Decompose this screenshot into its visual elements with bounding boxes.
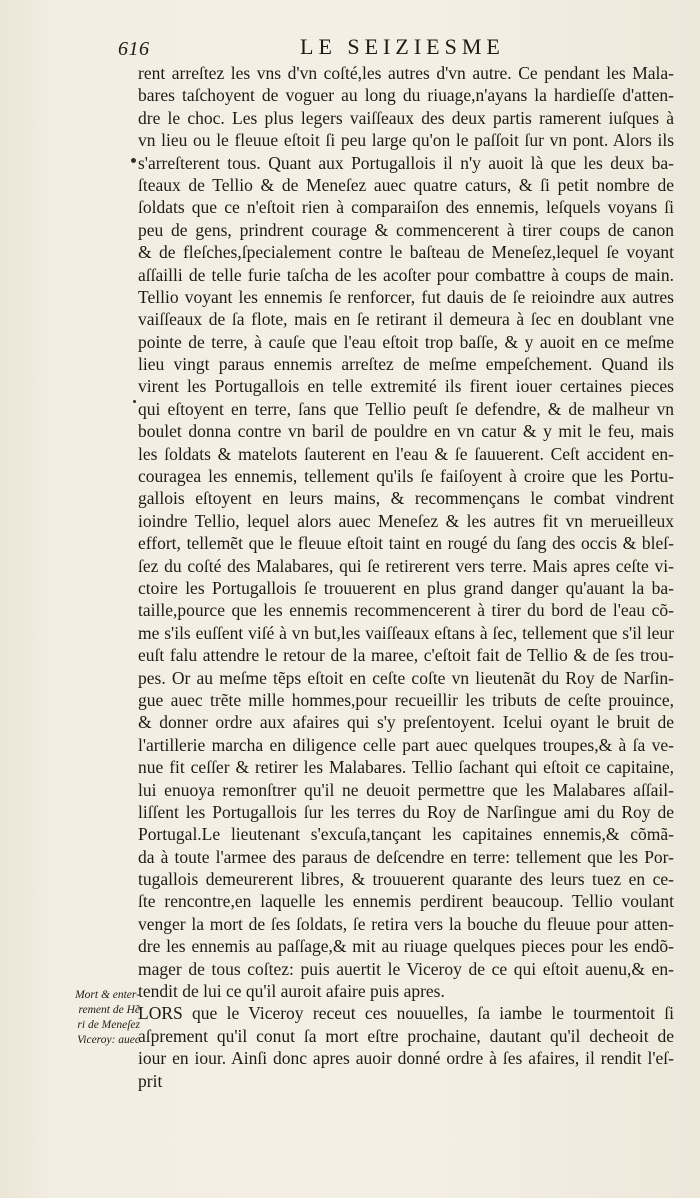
margin-note-line: rement de Hẽ — [78, 1004, 140, 1016]
text-line: ioindre Tellio, lequel alors auec Meneſez & les autres fit vn merueilleux — [138, 510, 674, 531]
text-line: qui eſtoyent en terre, ſans que Tellio peuſt ſe defendre, & de malheur vn — [138, 398, 674, 419]
text-line: & de fleſches,ſpecialement contre le baſteau de Meneſez,lequel ſe voyant — [138, 242, 674, 263]
text-line: iour en iour. Ainſi donc apres auoir donné ordre à ſes afaires, il rendit l'eſ- — [138, 1048, 674, 1069]
text-line: peu de gens, prindrent courage & commencerent à tirer coups de canon — [138, 219, 674, 240]
text-line: nue fit ceſſer & retirer les Malabares. Tellio ſachant qui eſtoit ce capitaine, — [138, 757, 674, 778]
margin-note-line: Mort & enter- — [75, 989, 140, 1001]
text-line: ctoire les Portugallois ſe trouuerent en plus grand danger qu'auant la ba- — [138, 577, 674, 598]
text-line: Tellio voyant les ennemis ſe renforcer, fut dauis de ſe reioindre aux autres — [138, 286, 674, 307]
text-line: l'artillerie marcha en diligence celle part auec quelques troupes,& à ſa ve- — [138, 734, 674, 755]
text-line: dre le choc. Les plus legers vaiſſeaux des deux partis ramerent iuſques à — [138, 107, 674, 128]
text-line: pointe de terre, à cauſe que l'eau eſtoit trop baſſe, & y auoit en ce meſme — [138, 331, 674, 352]
text-line: ſoldats que ce n'eſtoit rien à comparaiſon des ennemis, leſquels voyans ſi — [138, 197, 674, 218]
text-line: aſprement qu'il conut ſa mort eſtre prochaine, dautant qu'il decheoit de — [138, 1025, 674, 1046]
text-line: venger la mort de ſes ſoldats, ſe retira vers la bouche du fleuue pour atten- — [138, 913, 674, 934]
ink-mark — [131, 158, 136, 163]
text-line: ſez du coſté des Malabares, qui ſe retirerent vers terre. Mais apres ceſte vi- — [138, 555, 674, 576]
text-line: prit — [138, 1070, 163, 1091]
text-line: boulet donna contre vn baril de pouldre en vn catur & y mit le feu, mais — [138, 421, 674, 442]
text-line: bares taſchoyent de voguer au long du riuage,n'ayans la hardieſſe d'atten- — [138, 85, 674, 106]
text-line: gue auec trẽte mille hommes,pour recueillir les tributs de ceſte prouince, — [138, 689, 674, 710]
ink-mark — [133, 400, 136, 403]
running-head: LE SEIZIESME — [300, 34, 505, 59]
text-line: virent les Portugallois en telle extremité ils firent iouer certaines pieces — [138, 376, 674, 397]
text-line: da à toute l'armee des paraus de deſcendre en terre: tellement que les Por- — [138, 846, 674, 867]
text-line: dre les ennemis au paſſage,& mit au riuage quelques pieces pour les endõ- — [138, 936, 674, 957]
margin-note-line: Viceroy: auec — [77, 1034, 140, 1046]
text-line: gallois eſtoyent en leurs mains, & recommençans le combat vindrent — [138, 488, 674, 509]
margin-note — [60, 988, 140, 1048]
text-line: les ſoldats & matelots ſauterent en l'eau & ſe ſauuerent. Ceſt accident en- — [138, 443, 674, 464]
text-line: rent arreſtez les vns d'vn coſté,les autres d'vn autre. Ce pendant les Mala- — [138, 63, 674, 83]
text-line: & donner ordre aux afaires qui s'y preſentoyent. Icelui oyant le bruit de — [138, 712, 674, 733]
text-line: tugallois demeurerent libres, & trouuerent quarante des leurs tuez en ce- — [138, 869, 674, 890]
text-line: aſſailli de telle furie taſcha de les acoſter pour combattre à coups de main. — [138, 264, 674, 285]
text-line: taille,pource que les ennemis recommencerent à tirer du bord de l'eau cõ- — [138, 600, 674, 621]
text-line: me s'ils euſſent viſé à vn but,les vaiſſeaux eſtans à ſec, tellement que s'il leur — [138, 622, 674, 643]
text-line: liſſent les Portugallois ſur les terres du Roy de Narſingue ami du Roy de — [138, 801, 674, 822]
text-line: vn lieu ou le fleuue eſtoit ſi peu large qu'on le paſſoit ſur vn pont. Alors ils — [138, 130, 674, 151]
text-line: pes. Or au meſme tẽps eſtoit en ceſte coſte vn lieutenãt du Roy de Narſin- — [138, 667, 674, 688]
text-line: tendit de lui ce qu'il auroit afaire puis apres. — [138, 981, 445, 1002]
text-line: lieu vingt paraus ennemis arreſtez de meſme empeſchement. Quand ils — [138, 354, 674, 375]
text-line: mager de tous coſtez: puis auertit le Viceroy de ce qui eſtoit auenu,& en- — [138, 958, 674, 979]
body-text — [138, 62, 674, 1092]
text-line: euſt falu attendre le retour de la maree, c'eſtoit fait de Tellio & de ſes trou- — [138, 645, 674, 666]
text-line: Portugal.Le lieutenant s'excuſa,tançant les capitaines ennemis,& cõmã- — [138, 824, 674, 845]
text-line: vaiſſeaux de ſa flote, mais en ſe retirant il demeura à ſec en doublant vne — [138, 309, 674, 330]
text-line: couragea les ennemis, tellement qu'ils ſe faiſoyent à croire que les Portu- — [138, 466, 674, 487]
text-line: s'arreſterent tous. Quant aux Portugallois il n'y auoit là que les deux ba- — [138, 152, 674, 173]
page-number: 616 — [118, 38, 150, 60]
text-line: LORS que le Viceroy receut ces nouuelles, ſa iambe le tourmentoit ſi — [138, 1003, 674, 1024]
margin-note-line: ri de Meneſez — [77, 1019, 140, 1031]
text-line: effort, tellemẽt que le fleuue eſtoit taint en rougé du ſang des occis & bleſ- — [138, 533, 674, 554]
text-line: ſte rencontre,en laquelle les ennemis perdirent beaucoup. Tellio voulant — [138, 891, 674, 912]
text-line: ſteaux de Tellio & de Meneſez auec quatre caturs, & ſi petit nombre de — [138, 174, 674, 195]
text-line: lui enuoya remonſtrer qu'il ne deuoit permettre que les Malabares aſſail- — [138, 779, 674, 800]
